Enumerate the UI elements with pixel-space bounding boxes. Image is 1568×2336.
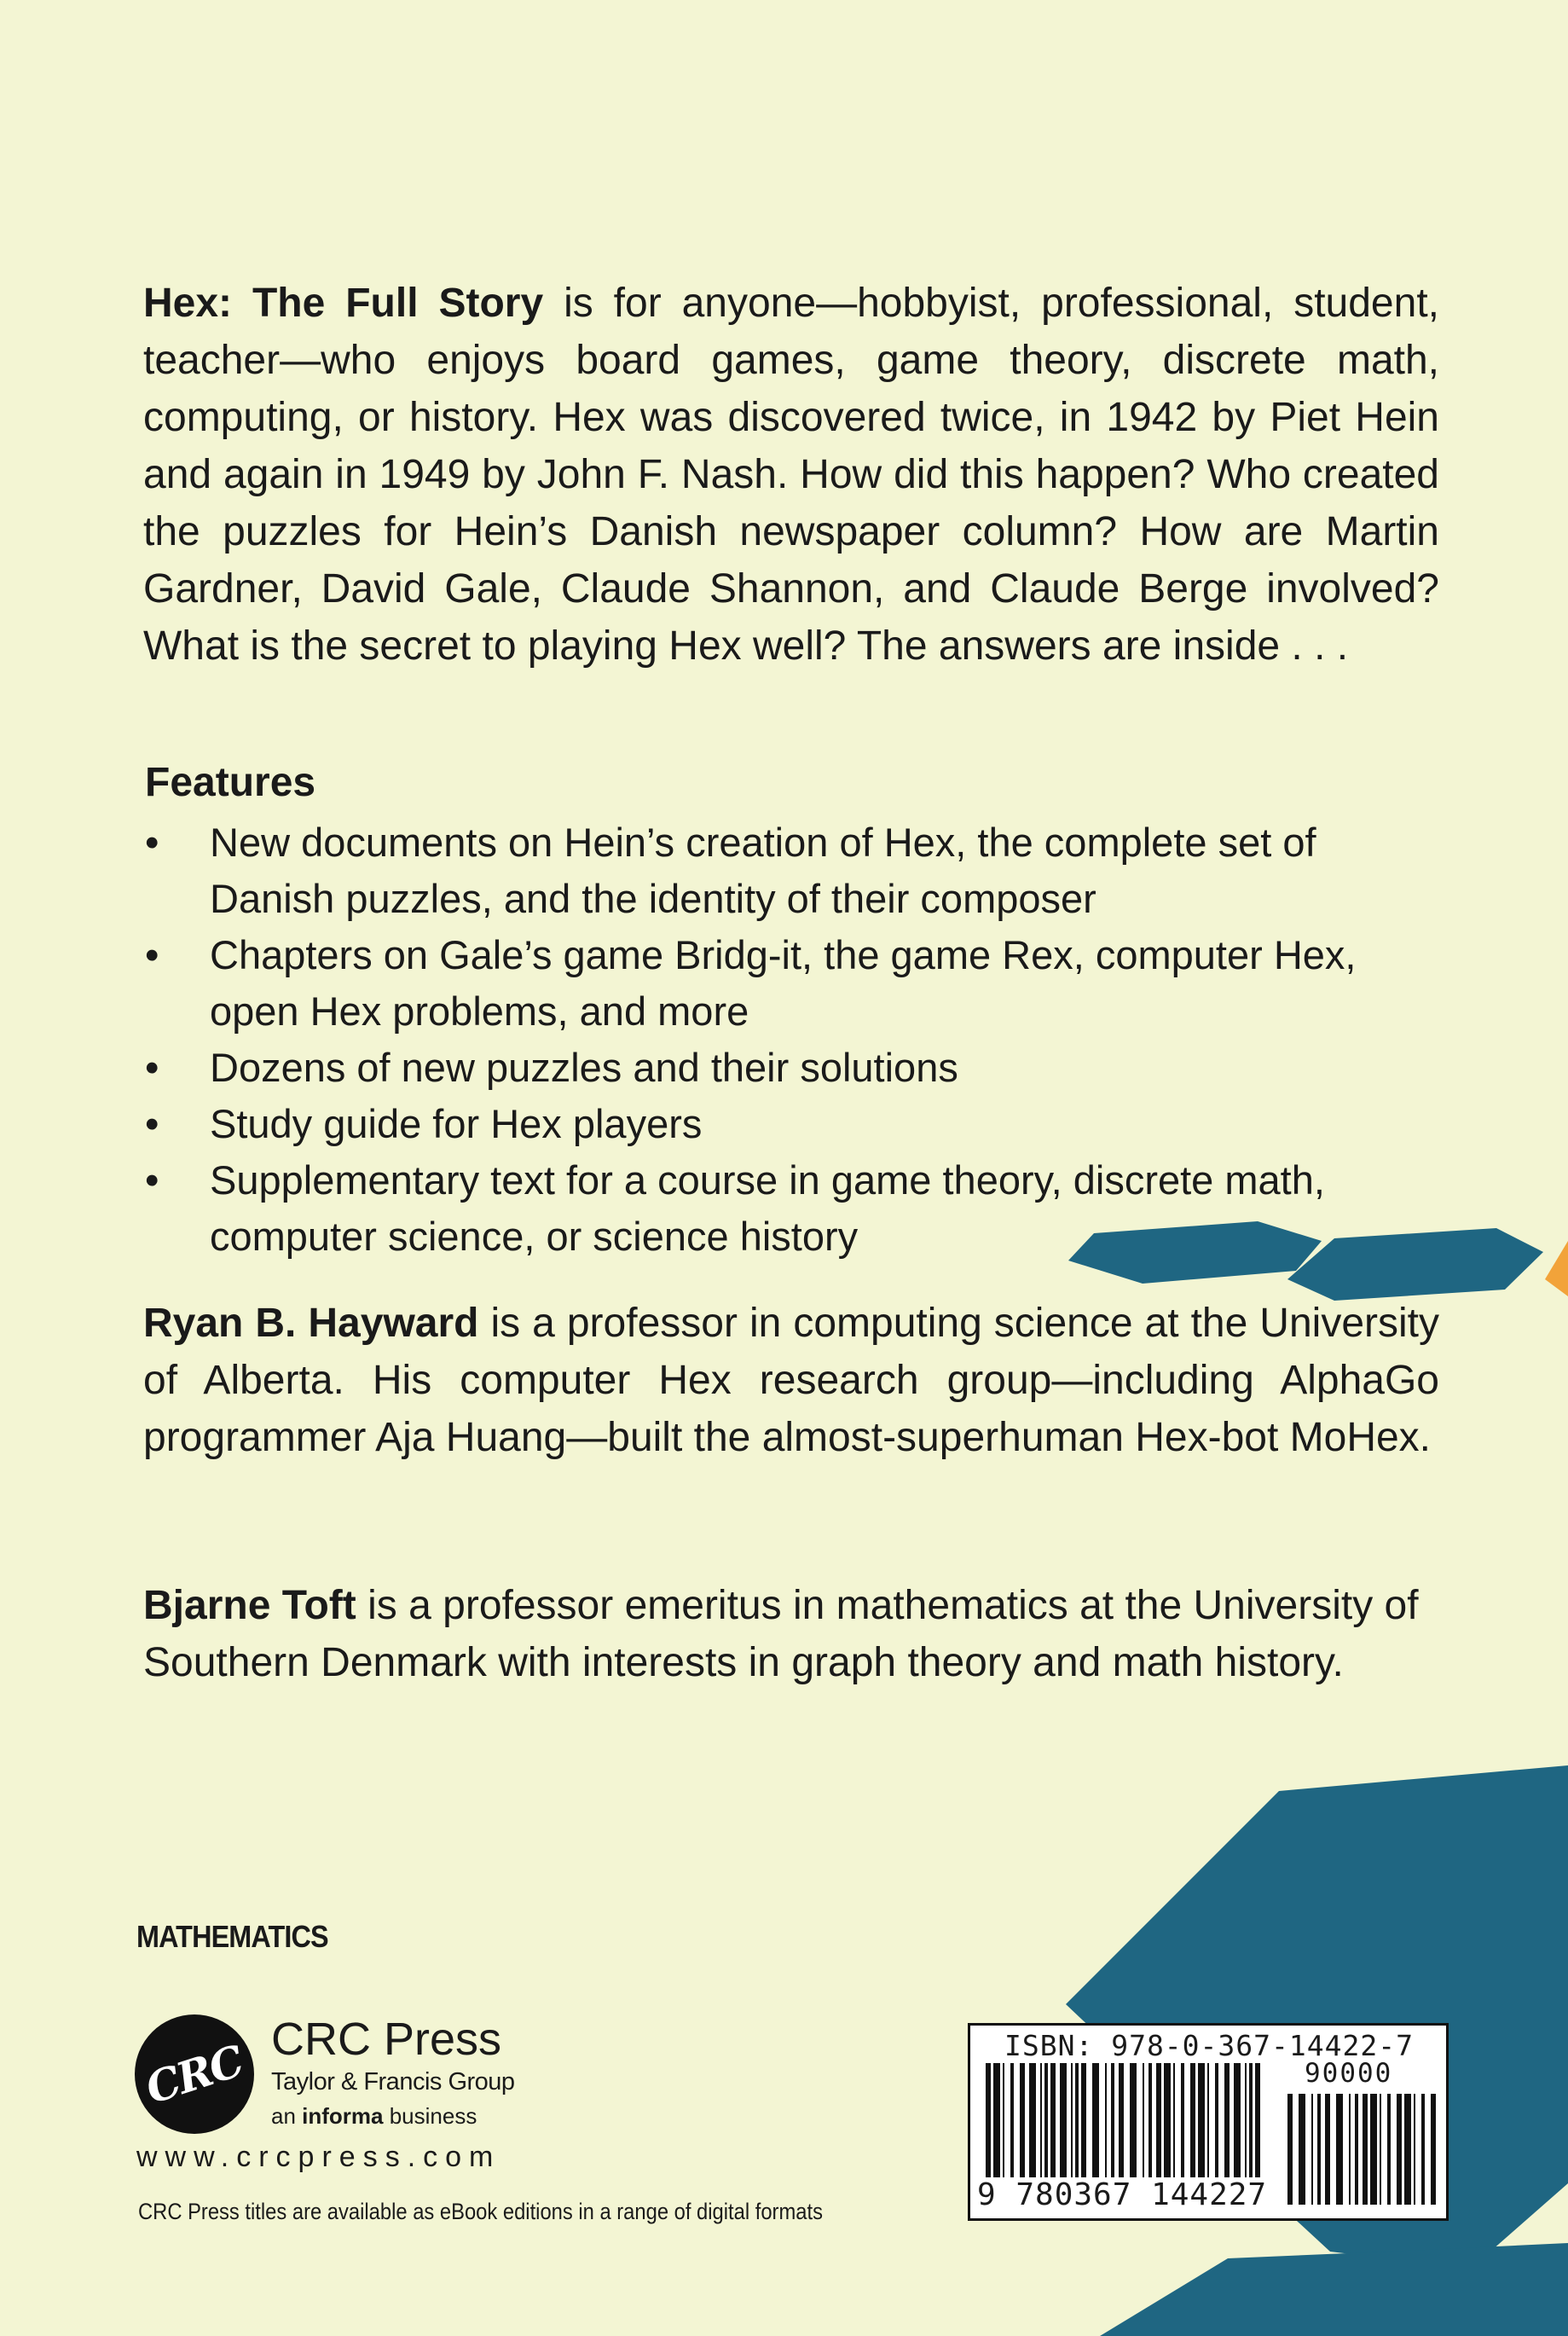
hex-tile-orange xyxy=(1545,1241,1568,1296)
publisher-website: www.crcpress.com xyxy=(136,2141,501,2173)
description-text: is for anyone—hobbyist, professional, student, teacher—who enjoys board games, game theory, discrete math, computing, or history. Hex was discovered twice, in 1942 by Piet Hein and again in 1949 by John F. Nash. How did this happen? Who created the puzzles for Hein’s Danish newspaper column? How are Martin Gardner, David Gale, Claude Shannon, and Claude Berge involved? What is the secret to playing Hex well? The answers are inside . . . xyxy=(143,281,1439,669)
list-item xyxy=(145,1096,1441,1152)
barcode-bar xyxy=(1317,2094,1321,2205)
feature-text: Chapters on Gale’s game Bridg-it, the game Rex, computer Hex, open Hex problems, and more xyxy=(210,932,1357,1034)
bullet-icon: • xyxy=(145,1101,159,1146)
isbn-barcode xyxy=(968,2023,1449,2221)
hex-band-bottom xyxy=(1100,2243,1568,2336)
ebook-note: CRC Press titles are available as eBook editions in a range of digital formats xyxy=(138,2199,823,2224)
author-bio-text: is a professor emeritus in mathematics at the University of Southern Denmark with interests in graph theory and math history. xyxy=(143,1583,1419,1685)
bullet-icon: • xyxy=(145,932,159,977)
list-item xyxy=(145,1040,1441,1096)
feature-text: New documents on Hein’s creation of Hex, the complete set of Danish puzzles, and the identity of their composer xyxy=(210,820,1316,921)
barcode-bar xyxy=(1370,2094,1377,2205)
feature-text: Dozens of new puzzles and their solutions xyxy=(210,1045,958,1090)
isbn-digits: 9 780367 144227 xyxy=(977,2177,1268,2212)
author-bio-toft xyxy=(143,1577,1439,1691)
bullet-icon: • xyxy=(145,1157,159,1203)
barcode-bar xyxy=(1397,2094,1402,2205)
book-description xyxy=(143,275,1439,675)
author-bio-text: is a professor in computing science at the University of Alberta. His computer Hex research group—including AlphaGo programmer Aja Huang—built the almost-superhuman Hex-bot MoHex. xyxy=(143,1301,1440,1460)
bullet-icon: • xyxy=(145,1045,159,1090)
barcode-bar xyxy=(1325,2094,1330,2205)
isbn-label: ISBN: 978-0-367-14422-7 xyxy=(1004,2029,1414,2062)
features-list xyxy=(145,814,1441,1265)
publisher-group: Taylor & Francis Group xyxy=(271,2068,515,2095)
feature-text: Study guide for Hex players xyxy=(210,1101,703,1146)
barcode-bar xyxy=(1414,2094,1415,2205)
barcode-bar xyxy=(1431,2094,1436,2205)
author-name: Ryan B. Hayward xyxy=(143,1301,479,1346)
barcode-bar xyxy=(1355,2094,1358,2205)
list-item xyxy=(145,927,1441,1040)
features-heading: Features xyxy=(145,760,316,805)
barcode-bar xyxy=(1404,2094,1411,2205)
category-label: MATHEMATICS xyxy=(136,1919,328,1954)
barcode-bar xyxy=(1349,2094,1351,2205)
barcode-bar xyxy=(1287,2094,1293,2205)
bullet-icon: • xyxy=(145,820,159,865)
barcode-bar xyxy=(1421,2094,1425,2205)
list-item xyxy=(145,814,1441,927)
barcode-bar xyxy=(1299,2094,1305,2205)
list-item xyxy=(145,1152,1441,1265)
author-name: Bjarne Toft xyxy=(143,1583,356,1628)
barcode-bar xyxy=(1387,2094,1391,2205)
price-code: 90000 xyxy=(1305,2058,1393,2089)
book-title: Hex: The Full Story xyxy=(143,281,544,326)
author-bio-hayward xyxy=(143,1295,1439,1466)
barcode-bar xyxy=(1336,2094,1343,2205)
barcode-bar xyxy=(1380,2094,1381,2205)
crc-logo-icon: CRC xyxy=(135,2014,254,2134)
publisher-tagline: an informa business xyxy=(271,2103,477,2129)
feature-text: Supplementary text for a course in game theory, discrete math, computer science, or science history xyxy=(210,1157,1325,1259)
publisher-name: CRC Press xyxy=(271,2014,502,2065)
barcode-bar xyxy=(1311,2094,1313,2205)
barcode-bar xyxy=(1363,2094,1368,2205)
